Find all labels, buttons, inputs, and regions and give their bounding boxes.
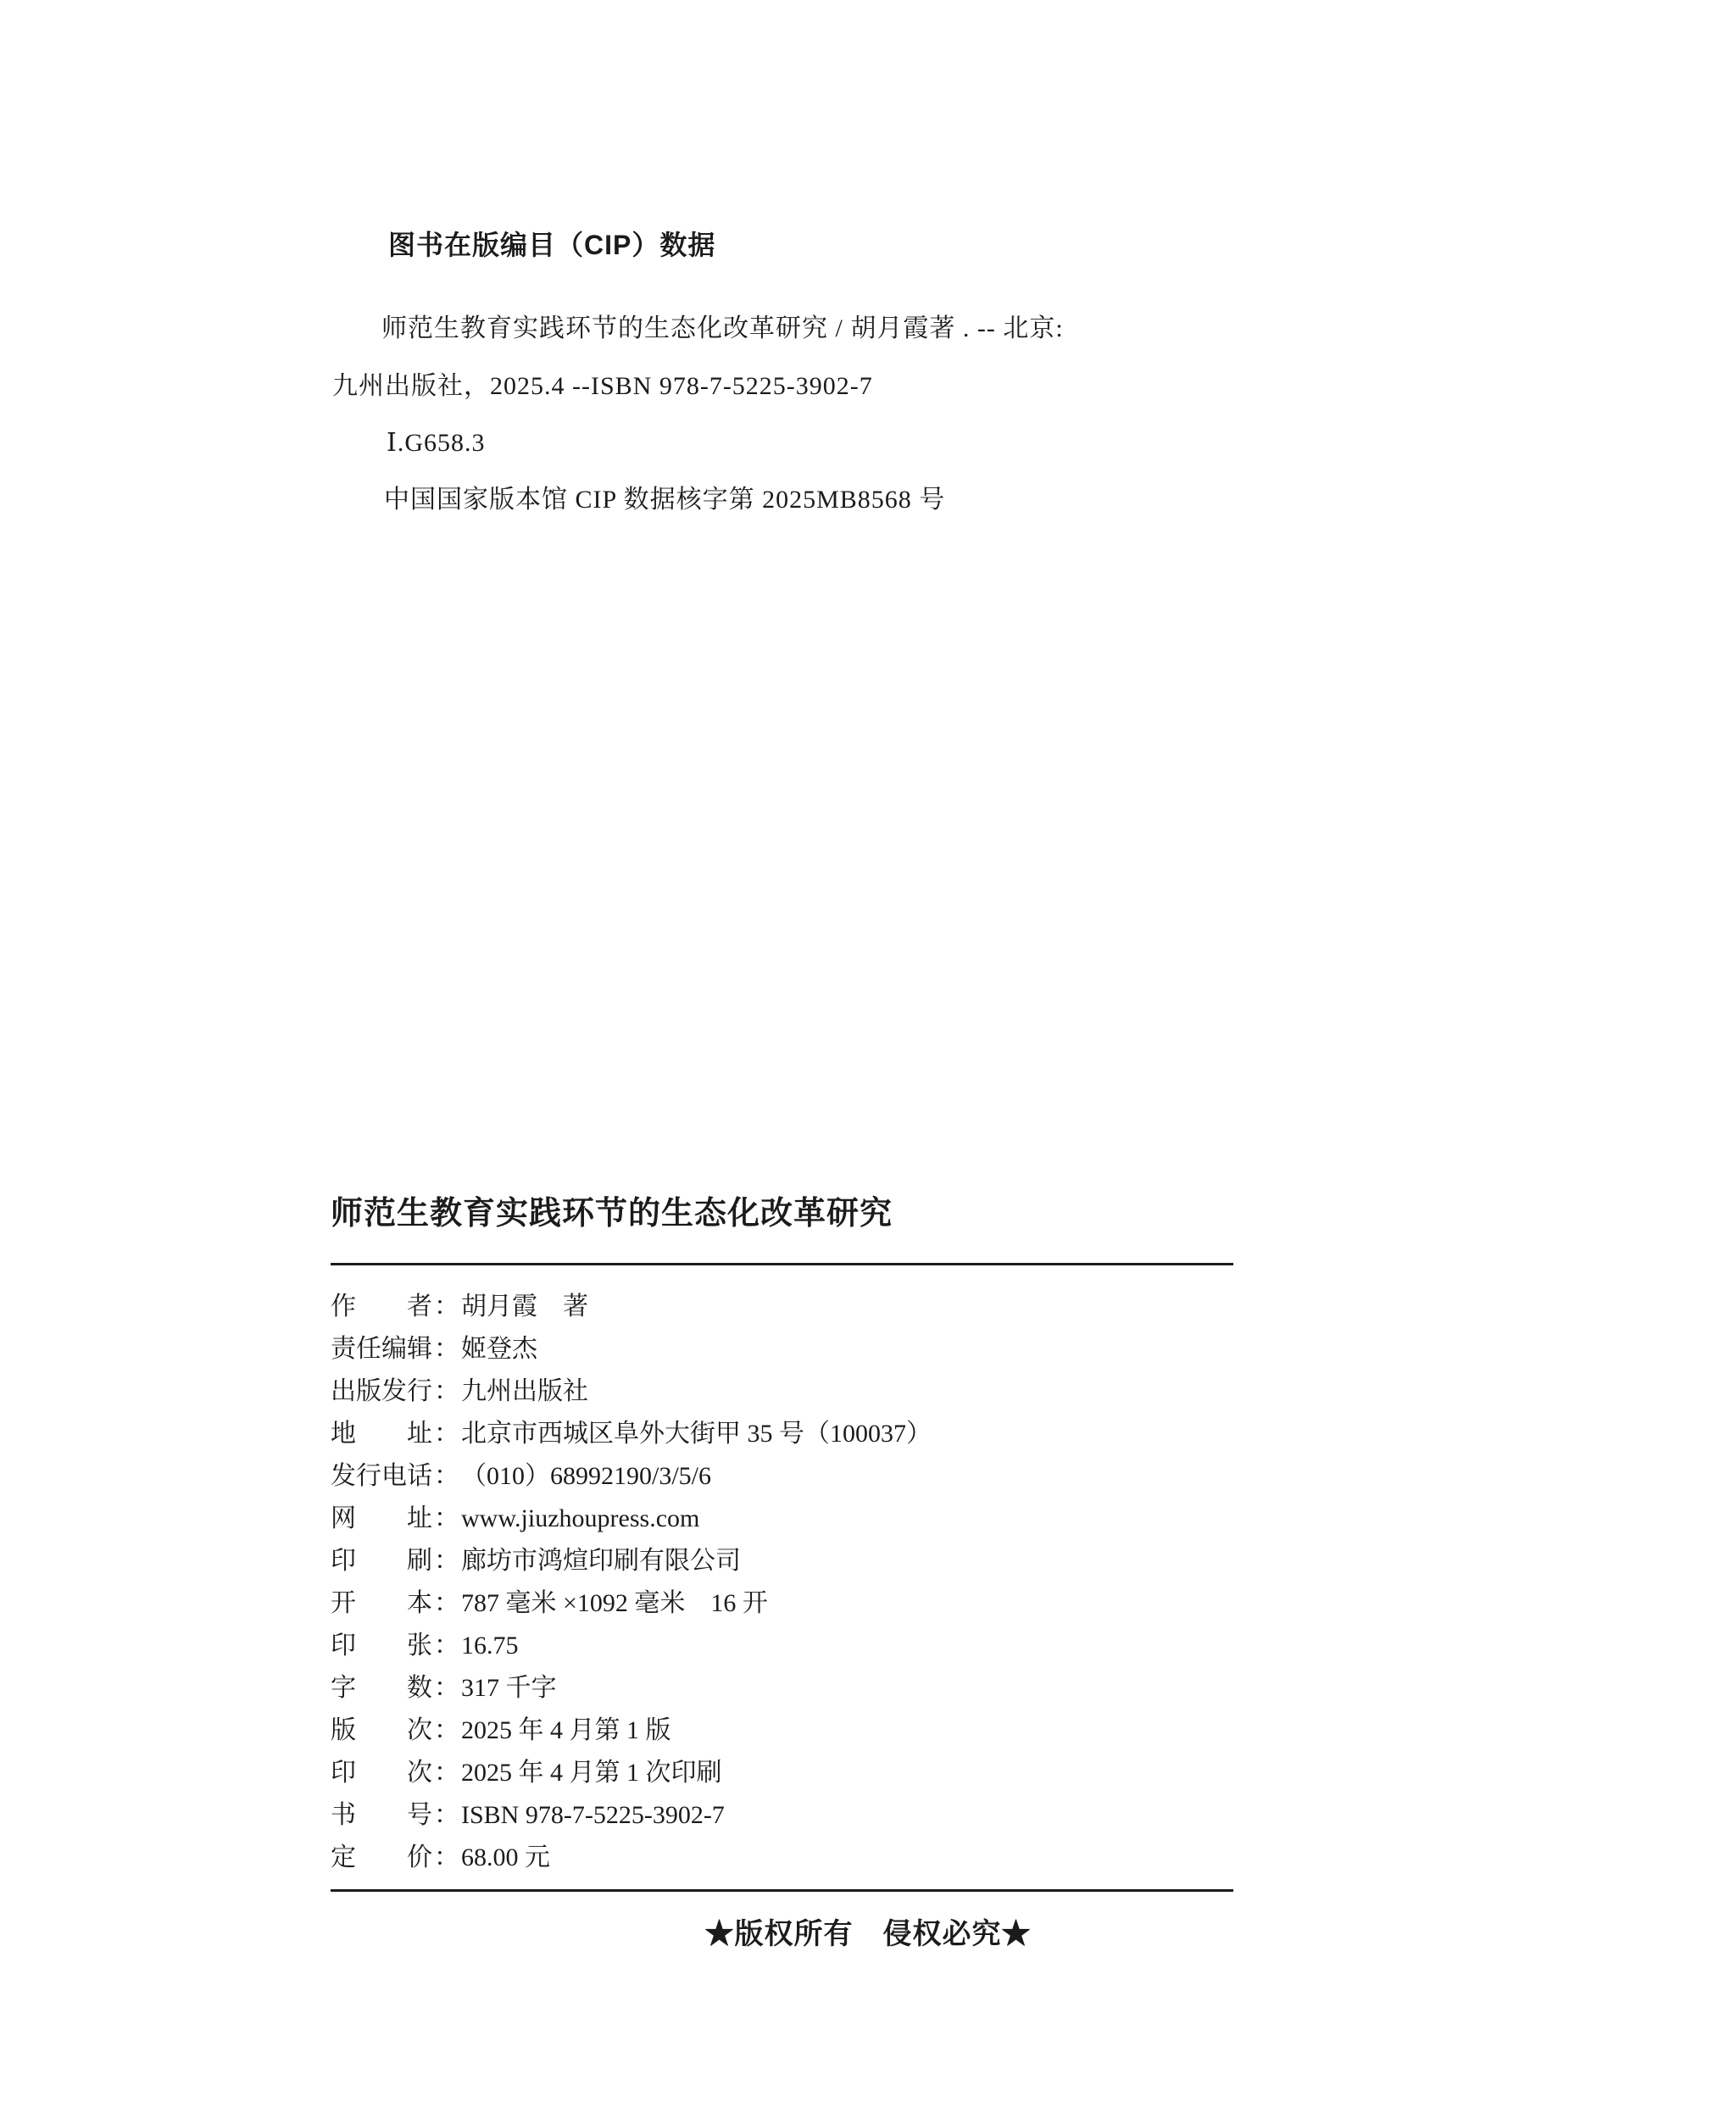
colophon-row-sheets xyxy=(331,1625,932,1667)
colophon-value: 九州出版社 xyxy=(461,1377,588,1405)
colophon-value: 姬登杰 xyxy=(461,1335,537,1363)
colophon-label: 字 数 xyxy=(331,1674,432,1702)
colophon-value: 317 千字 xyxy=(461,1674,557,1702)
colophon-label: 责任编辑 xyxy=(331,1335,432,1363)
title-divider-rule xyxy=(331,1263,1233,1265)
colophon-row-website xyxy=(331,1498,932,1540)
colophon-value: 北京市西城区阜外大街甲 35 号（100037） xyxy=(461,1420,932,1448)
colophon-colon: ： xyxy=(434,1589,459,1617)
colophon-value: ISBN 978-7-5225-3902-7 xyxy=(461,1801,725,1829)
cip-classification: Ⅰ.G658.3 xyxy=(387,429,486,457)
colophon-colon: ： xyxy=(434,1801,459,1829)
bottom-divider-rule xyxy=(331,1889,1233,1892)
colophon-row-publisher xyxy=(331,1371,932,1413)
colophon-value: 68.00 元 xyxy=(461,1843,550,1871)
colophon-colon: ： xyxy=(434,1716,459,1744)
colophon-value: 2025 年 4 月第 1 版 xyxy=(461,1716,671,1744)
colophon-label: 书 号 xyxy=(331,1801,432,1829)
colophon-colon: ： xyxy=(434,1547,459,1575)
colophon-label: 网 址 xyxy=(331,1504,432,1532)
colophon-colon: ： xyxy=(434,1674,459,1702)
colophon-label: 印 刷 xyxy=(331,1547,432,1575)
copyright-notice: ★版权所有 侵权必究★ xyxy=(704,1919,1032,1950)
colophon-label: 定 价 xyxy=(331,1843,432,1871)
cip-title-statement: 师范生教育实践环节的生态化改革研究 / 胡月霞著 . -- 北京: xyxy=(381,314,1064,342)
colophon-row-printer xyxy=(331,1540,932,1582)
colophon-row-address xyxy=(331,1413,932,1455)
colophon-label: 出版发行 xyxy=(331,1377,432,1405)
colophon-colon: ： xyxy=(434,1504,459,1532)
colophon-row-wordcount xyxy=(331,1667,932,1710)
colophon-row-editor xyxy=(331,1328,932,1371)
colophon-label: 作 者 xyxy=(331,1293,432,1321)
colophon-label: 印 次 xyxy=(331,1759,432,1787)
colophon-value: 16.75 xyxy=(461,1632,519,1660)
colophon-label: 印 张 xyxy=(331,1632,432,1660)
colophon-value: 787 毫米 ×1092 毫米 16 开 xyxy=(461,1589,768,1617)
book-title: 师范生教育实践环节的生态化改革研究 xyxy=(331,1196,893,1232)
colophon-colon: ： xyxy=(434,1377,459,1405)
colophon-value: （010）68992190/3/5/6 xyxy=(461,1462,712,1490)
colophon-row-edition xyxy=(331,1710,932,1752)
colophon-row-isbn xyxy=(331,1794,932,1837)
colophon-label: 开 本 xyxy=(331,1589,432,1617)
colophon-label: 地 址 xyxy=(331,1420,432,1448)
cip-record-number: 中国国家版本馆 CIP 数据核字第 2025MB8568 号 xyxy=(384,486,946,514)
colophon-colon: ： xyxy=(434,1632,459,1660)
colophon-colon: ： xyxy=(434,1462,459,1490)
colophon-colon: ： xyxy=(434,1843,459,1871)
cip-heading: 图书在版编目（CIP）数据 xyxy=(388,230,716,260)
colophon-value: 2025 年 4 月第 1 次印刷 xyxy=(461,1759,722,1787)
colophon-colon: ： xyxy=(434,1335,459,1363)
colophon-value: 廊坊市鸿煊印刷有限公司 xyxy=(461,1547,741,1575)
colophon-list xyxy=(331,1286,932,1879)
colophon-colon: ： xyxy=(434,1420,459,1448)
colophon-colon: ： xyxy=(434,1759,459,1787)
colophon-row-author xyxy=(331,1286,932,1328)
cip-publisher-isbn: 九州出版社，2025.4 --ISBN 978-7-5225-3902-7 xyxy=(332,372,873,400)
colophon-row-phone xyxy=(331,1455,932,1498)
colophon-label: 版 次 xyxy=(331,1716,432,1744)
colophon-colon: ： xyxy=(434,1293,459,1321)
colophon-value: www.jiuzhoupress.com xyxy=(461,1504,700,1532)
colophon-label: 发行电话 xyxy=(331,1462,432,1490)
colophon-row-printing xyxy=(331,1752,932,1794)
colophon-row-format xyxy=(331,1582,932,1625)
colophon-row-price xyxy=(331,1837,932,1879)
colophon-value: 胡月霞 著 xyxy=(461,1293,588,1321)
